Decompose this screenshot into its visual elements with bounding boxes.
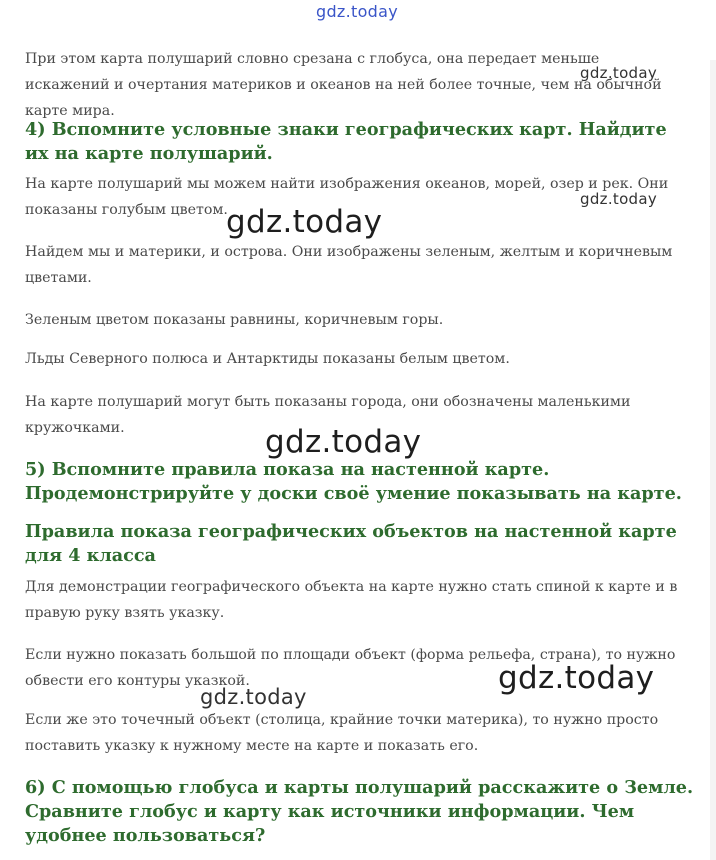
- paragraph-cities: На карте полушарий могут быть показаны города, они обозначены маленькими кружочками.: [25, 394, 631, 436]
- watermark-top: gdz.today: [316, 2, 398, 21]
- watermark: gdz.today: [226, 204, 383, 240]
- paragraph-oceans: На карте полушарий мы можем найти изображения океанов, морей, озер и рек. Они показаны голубым цветом.: [25, 176, 669, 218]
- paragraph-continents: Найдем мы и материки, и острова. Они изображены зеленым, желтым и коричневым цветами.: [25, 244, 673, 286]
- paragraph-intro: При этом карта полушарий словно срезана с глобуса, она передает меньше искажений и очертания материков и океанов на ней более точные, чем на обычной карте мира.: [25, 51, 662, 119]
- paragraph-ice: Льды Северного полюса и Антарктиды показаны белым цветом.: [25, 351, 510, 367]
- watermark: gdz.today: [498, 660, 655, 696]
- watermark: gdz.today: [580, 190, 658, 208]
- paragraph-relief-colors: Зеленым цветом показаны равнины, коричневым горы.: [25, 312, 444, 328]
- watermark: gdz.today: [265, 424, 422, 460]
- page-edge: [710, 60, 716, 860]
- watermark: gdz.today: [580, 64, 658, 82]
- paragraph-point-object: Если же это точечный объект (столица, крайние точки материка), то нужно просто поставить указку к нужному месте на карте и показать его.: [25, 712, 659, 754]
- heading-question-4: 4) Вспомните условные знаки географических карт. Найдите их на карте полушарий.: [25, 119, 667, 164]
- heading-question-5: 5) Вспомните правила показа на настенной карте. Продемонстрируйте у доски своё умение показывать на карте.: [25, 459, 682, 504]
- paragraph-demonstration: Для демонстрации географического объекта на карте нужно стать спиной к карте и в правую руку взять указку.: [25, 579, 678, 621]
- paragraph-large-object: Если нужно показать большой по площади объект (форма рельефа, страна), то нужно обвести его контуры указкой.: [25, 647, 676, 689]
- watermark: gdz.today: [200, 685, 307, 709]
- heading-question-6: 6) С помощью глобуса и карты полушарий расскажите о Земле. Сравните глобус и карту как источники информации. Чем удобнее пользоваться?: [25, 777, 694, 846]
- heading-wall-map-rules: Правила показа географических объектов на настенной карте для 4 класса: [25, 521, 677, 566]
